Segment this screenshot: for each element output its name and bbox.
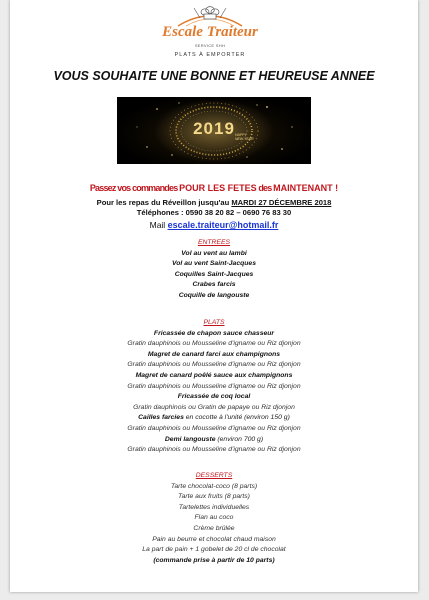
dessert-item: Pain au beurre et chocolat chaud maison	[152, 535, 276, 543]
plat-name: Fricassée de coq local	[177, 393, 251, 401]
plats-heading: PLATS	[203, 319, 225, 326]
entree-item: Coquille de langouste	[178, 291, 250, 299]
plat-name: Magret de canard poêlé sauce aux champignons	[135, 371, 293, 379]
order-text-2: POUR LES FETES	[179, 183, 257, 193]
menu-sheet	[10, 0, 418, 592]
logo-tagline: SERVICE SHH	[194, 43, 226, 48]
desserts-heading: DESSERTS	[195, 472, 233, 479]
mail-line	[10, 220, 418, 230]
banner-wish-line2: NEW YEAR	[235, 137, 254, 141]
desserts-section	[10, 471, 418, 566]
plat-side: Gratin dauphinois ou Mousseline d'igname ou Riz djonjon	[127, 361, 301, 369]
plat-side: Gratin dauphinois ou Mousseline d'igname ou Riz djonjon	[127, 340, 301, 348]
logo-subtitle: PLATS À EMPORTER	[174, 52, 246, 58]
entrees-heading: ENTREES	[197, 239, 231, 246]
deadline-text: Pour les repas du Réveillon jusqu'au	[96, 198, 232, 207]
banner-wish	[235, 133, 254, 141]
plat-note: (environ 700 g)	[215, 435, 264, 443]
entree-item: Vol au vent au lambi	[181, 249, 247, 257]
order-headline	[10, 183, 418, 193]
phone-numbers: Téléphones : 0590 38 20 82 – 0690 76 83 30	[136, 208, 292, 217]
entree-item: Coquilles Saint-Jacques	[174, 270, 254, 278]
plat-name-row	[10, 435, 418, 446]
plat-side: Gratin dauphinois ou Mousseline d'igname ou Riz djonjon	[127, 446, 301, 454]
dessert-note: (commande prise à partir de 10 parts)	[153, 556, 275, 564]
plat-side: Gratin dauphinois ou Gratin de papaye ou Riz djonjon	[133, 403, 295, 411]
plats-section	[10, 318, 418, 456]
dessert-item: Crème brûlée	[193, 524, 235, 532]
dessert-item: Flan au coco	[194, 514, 234, 522]
logo-brand: Escale Traiteur	[162, 24, 258, 40]
entree-item: Crabes farcis	[192, 281, 236, 289]
plat-side: Gratin dauphinois ou Mousseline d'igname ou Riz djonjon	[127, 424, 301, 432]
plat-name: Fricassée de chapon sauce chasseur	[153, 329, 275, 337]
new-year-banner	[117, 97, 311, 164]
plat-name-row	[10, 413, 418, 424]
mail-link[interactable]: escale.traiteur@hotmail.fr	[167, 220, 279, 230]
plat-name: Cailles farcies	[138, 414, 184, 422]
plat-name: Magret de canard farci aux champignons	[147, 350, 281, 358]
entree-item: Vol au vent Saint-Jacques	[172, 260, 256, 268]
dessert-item: Tarte chocolat-coco (8 parts)	[170, 482, 258, 490]
mail-label: Mail	[149, 220, 168, 230]
dessert-item: Tartelettes individuelles	[178, 503, 250, 511]
order-text-3: des	[256, 183, 274, 193]
order-text-1: Passez vos commandes	[89, 183, 180, 193]
order-text-4: MAINTENANT !	[273, 183, 339, 193]
deadline-date: MARDI 27 DÉCEMBRE 2018	[231, 198, 332, 207]
greeting-title: VOUS SOUHAITE UNE BONNE ET HEUREUSE ANNEE	[53, 69, 375, 83]
plat-name: Demi langouste	[164, 435, 216, 443]
banner-year: 2019	[193, 119, 235, 138]
entrees-section	[10, 238, 418, 302]
plat-side: Gratin dauphinois ou Mousseline d'igname ou Riz djonjon	[127, 382, 301, 390]
dessert-item: La part de pain + 1 gobelet de 20 cl de chocolat	[142, 546, 286, 554]
order-deadline	[10, 198, 418, 207]
plat-note: en cocotte à l'unité (environ 150 g)	[183, 414, 290, 422]
banner-wish-line1: HAPPY	[235, 133, 247, 137]
logo	[160, 4, 260, 60]
dessert-item: Tarte aux fruits (8 parts)	[178, 493, 250, 501]
